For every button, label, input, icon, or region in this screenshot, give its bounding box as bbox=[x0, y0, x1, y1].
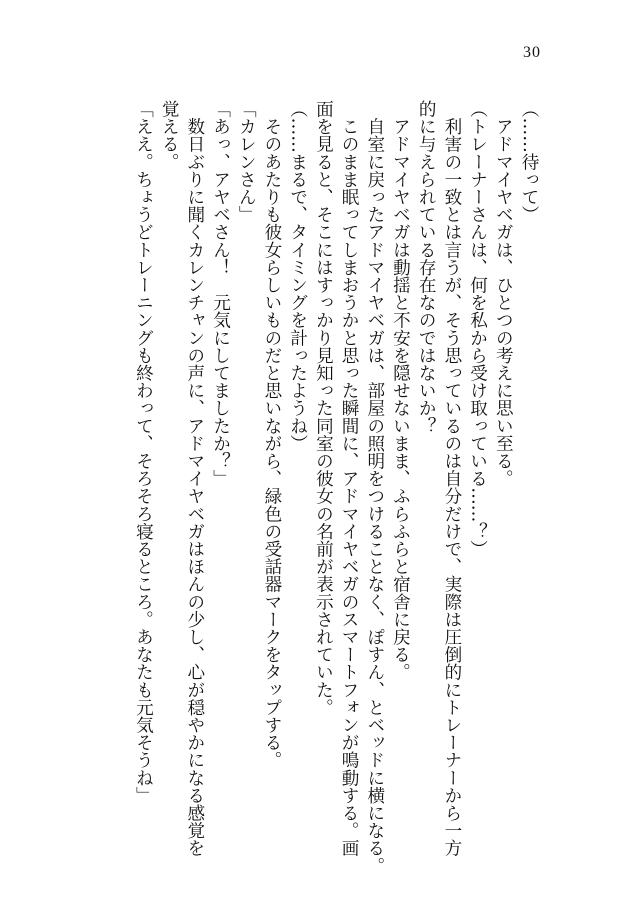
text-line: 自室に戻ったアドマイヤベガは、部屋の照明をつけることなく、ぽすん、とベッドに横になる。 bbox=[364, 100, 385, 875]
text-line: 覚える。 bbox=[159, 100, 180, 171]
novel-body-text bbox=[101, 100, 541, 875]
text-line: 面を見ると、そこにはすっかり見知った同室の彼女の名前が表示されていた。 bbox=[313, 100, 334, 716]
text-line: （トレーナーさんは、何を私から受け取っている……？） bbox=[467, 100, 488, 558]
text-line: このまま眠ってしまおうかと思った瞬間に、アドマイヤベガのスマートフォンが鳴動する。画 bbox=[339, 100, 360, 857]
text-line: 「ええ。ちょうどトレーニングも終わって、そろそろ寝るところ。あなたも元気そうね」 bbox=[133, 100, 154, 804]
text-line: アドマイヤベガは、ひとつの考えに思い至る。 bbox=[493, 100, 514, 488]
text-line: アドマイヤベガは動揺と不安を隠せないまま、ふらふらと宿舎に戻る。 bbox=[390, 100, 411, 681]
text-line: 的に与えられている存在なのではないか？ bbox=[416, 100, 437, 435]
text-line: そのあたりも彼女らしいものだと思いながら、緑色の受話器マークをタップする。 bbox=[261, 100, 282, 769]
text-line: （……待って） bbox=[519, 100, 539, 224]
text-line: 利害の一致とは言うが、そう思っているのは自分だけで、実際は圧倒的にトレーナーから一方 bbox=[441, 100, 462, 857]
text-line: （……まるで、タイミングを計ったようね） bbox=[287, 100, 308, 452]
page-number: 30 bbox=[523, 44, 541, 61]
text-line: 「あっ、アヤベさん！ 元気にしてましたか？」 bbox=[210, 100, 231, 488]
text-line: 「カレンさん」 bbox=[236, 100, 257, 224]
text-line: 数日ぶりに聞くカレンチャンの声に、アドマイヤベガはほんの少し、心が穏やかになる感覚を bbox=[184, 100, 205, 857]
